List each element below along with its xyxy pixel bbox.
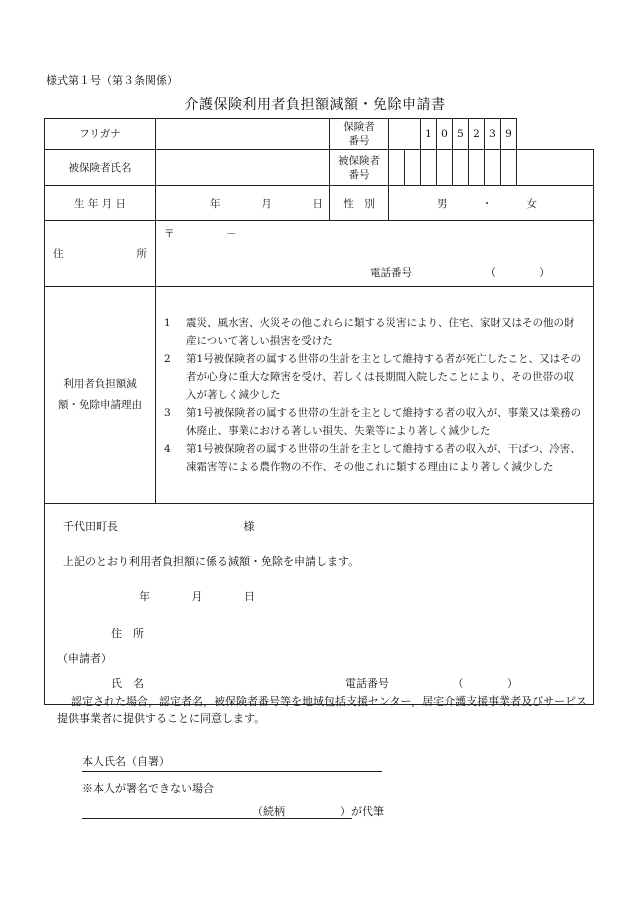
reason-item-3[interactable]: 3 第1号被保険者の属する世帯の生計を主として維持する者の収入が、事業又は業務の休廃止、事業における著しい損失、失業等により著しく減少した (164, 407, 582, 437)
sama-label: 様 (243, 520, 255, 533)
insured-no-label: 被保険者 番号 (330, 150, 389, 186)
applicant-phone[interactable]: 電話番号 （ ） (345, 677, 518, 690)
reason-item-2[interactable]: 2 第1号被保険者の属する世帯の生計を主として維持する者が死亡したこと、又はその者が心身に重大な障害を受け、若しくは長期間入院したことにより、その世帯の収入が著しく減少した (164, 353, 582, 401)
insurer-digit-4: 0 (437, 119, 453, 150)
phone-open: （ (485, 267, 496, 279)
reason-item-1[interactable]: 1 震災、風水害、火災その他これらに類する災害により、住宅、家財又はその他の財産について著しい損害を受けた (164, 317, 575, 347)
insurer-digit-7: 3 (485, 119, 501, 150)
insured-name-field[interactable] (156, 150, 330, 186)
applicant-section (45, 504, 594, 705)
insured-no-box-3[interactable] (421, 150, 437, 186)
applicant-name-label: 氏 名 (111, 677, 144, 690)
application-date[interactable]: 年 月 日 (139, 590, 255, 603)
address-label: 住 所 (45, 221, 156, 287)
proxy-tail: が代筆 (351, 805, 384, 818)
sex-female[interactable]: 女 (526, 197, 538, 210)
birth-day: 日 (312, 197, 323, 210)
insurer-digit-5: 5 (453, 119, 469, 150)
declaration: 上記のとおり利用者負担額に係る減額・免除を申請します。 (63, 555, 360, 568)
insured-no-box-1[interactable] (389, 150, 405, 186)
mayor-label: 千代田町長 (63, 520, 118, 533)
insurer-digit-8: 9 (501, 119, 517, 150)
birth-label: 生 年 月 日 (45, 186, 156, 221)
insured-no-box-6[interactable] (469, 150, 485, 186)
sex-field[interactable] (389, 186, 594, 221)
birth-month: 月 (261, 197, 272, 210)
postal-mark: 〒 (164, 228, 175, 240)
furigana-field[interactable] (156, 119, 330, 150)
page-title: 介護保険利用者負担額減額・免除申請書 (184, 97, 446, 113)
application-table (44, 118, 594, 705)
consent-statement: 認定された場合，認定者名，被保険者番号等を地域包括支援センター，居宅介護支援事業者及びサービス提供事業者に提供することに同意します。 (57, 695, 588, 725)
insured-no-box-4[interactable] (437, 150, 453, 186)
birth-year: 年 (210, 197, 221, 210)
signature-line[interactable] (82, 753, 382, 772)
insured-no-box-5[interactable] (453, 150, 469, 186)
reason-item-4[interactable]: 4 第1号被保険者の属する世帯の生計を主として維持する者の収入が、干ばつ、冷害、凍霜害等による農作物の不作、その他これに類する理由により著しく減少した (164, 443, 581, 473)
insurer-digit-2 (405, 119, 421, 150)
insured-name-label: 被保険者氏名 (45, 150, 156, 186)
insured-no-box-7[interactable] (485, 150, 501, 186)
reason-label: 利用者負担額減 額・免除申請理由 (45, 287, 156, 504)
sex-separator: ・ (481, 197, 493, 210)
insured-no-box-9[interactable] (517, 150, 594, 186)
birth-field[interactable] (156, 186, 330, 221)
postal-dash: － (225, 228, 237, 240)
insurer-digit-1 (389, 119, 405, 150)
signature-label: 本人氏名（自署） (82, 755, 170, 768)
insured-no-box-2[interactable] (405, 150, 421, 186)
phone-close: ） (539, 267, 550, 279)
reason-list (156, 287, 594, 504)
sex-male[interactable]: 男 (437, 197, 448, 210)
insurer-digit-6: 2 (469, 119, 485, 150)
form-id: 様式第１号（第３条関係） (46, 74, 178, 87)
applicant-address-label: 住 所 (111, 627, 144, 640)
furigana-label: フリガナ (45, 119, 156, 150)
proxy-relation: （続柄 ） (252, 805, 351, 818)
insurer-digit-3: 1 (421, 119, 437, 150)
address-field[interactable] (156, 221, 594, 287)
applicant-label: （申請者） (57, 652, 112, 665)
insurer-label: 保険者 番号 (330, 119, 389, 150)
proxy-note: ※本人が署名できない場合 (82, 782, 214, 795)
address-phone-label: 電話番号 (370, 267, 412, 279)
insured-no-box-8[interactable] (501, 150, 517, 186)
sex-label: 性 別 (330, 186, 389, 221)
